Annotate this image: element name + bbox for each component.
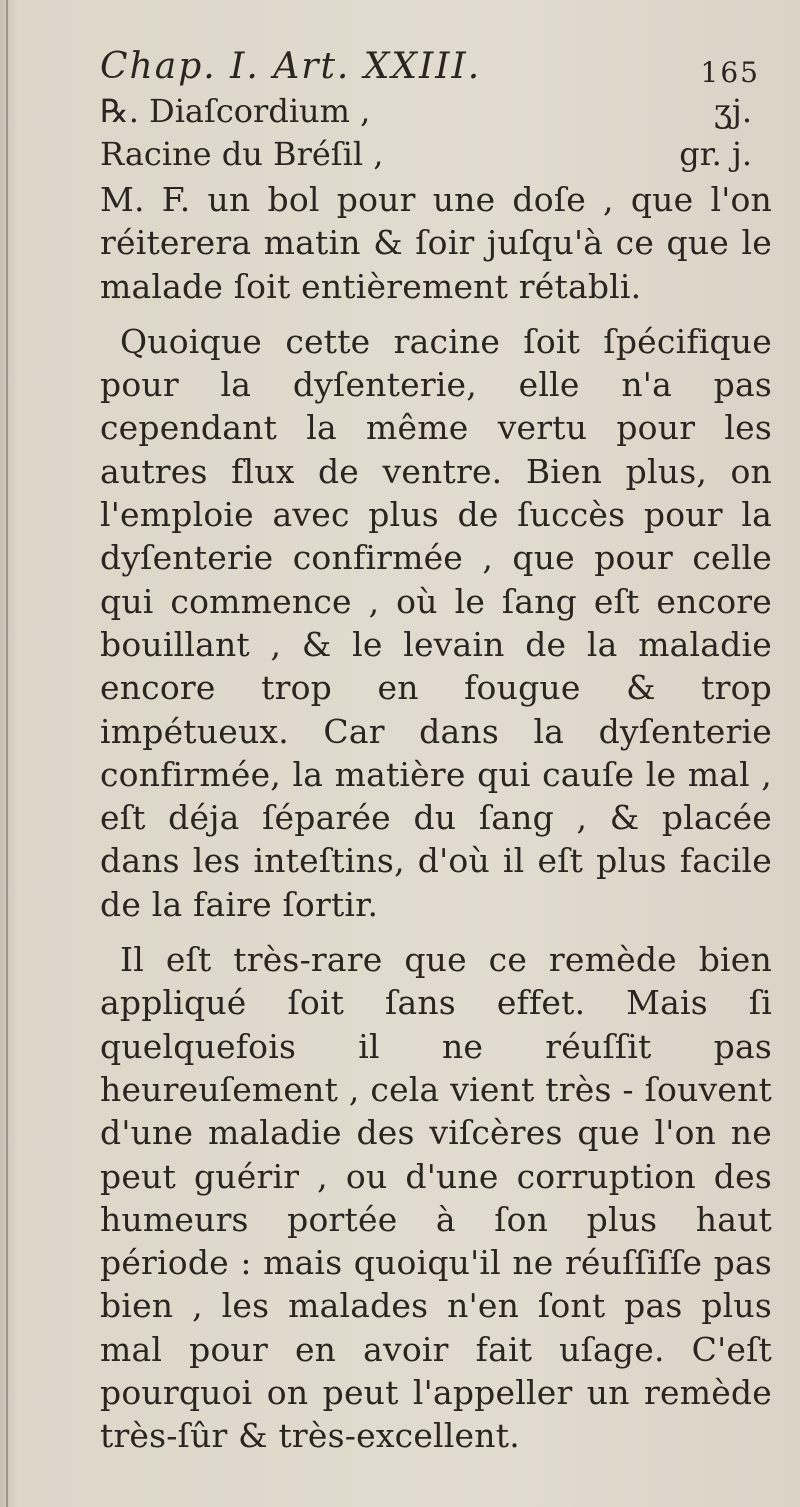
- page-number: 165: [700, 56, 760, 89]
- running-head-title: Chap. I. Art. XXIII.: [100, 46, 482, 87]
- recipe-dose: ʒj.: [713, 92, 752, 130]
- recipe-line: [82, 92, 772, 135]
- paragraph-remedy: Il eſt très-rare que ce remède bien appliqué ſoit ſans effet. Mais ſi quelquefois il ne réuſſit pas heureuſement , cela vient très - ſouvent d'une maladie des viſcères que l'on ne peut guérir , ou d'une corruption des humeurs portée à ſon plus haut période : mais quoiqu'il ne réuſſiſſe pas bien , les malades n'en ſont pas plus mal pour en avoir fait uſage. C'eſt pourquoi on peut l'appeller un remède très-ſûr & très-excellent.: [100, 940, 772, 1456]
- recipe-line: [82, 135, 772, 178]
- paragraph-dysentery: Quoique cette racine ſoit ſpécifique pour la dyſenterie, elle n'a pas cependant la même vertu pour les autres flux de ventre. Bien plus, on l'emploie avec plus de ſuccès pour la dyſenterie confirmée , que pour celle qui commence , où le ſang eſt encore bouillant , & le levain de la maladie encore trop en fougue & trop impétueux. Car dans la dyſenterie confirmée, la matière qui cauſe le mal , eſt déja ſéparée du ſang , & placée dans les inteſtins, d'où il eſt plus facile de la faire ſortir.: [100, 321, 772, 924]
- recipe-ingredient: Racine du Bréſil ,: [100, 135, 384, 173]
- page-text-block: [82, 40, 772, 1458]
- recipe-ingredient: ℞. Diaſcordium ,: [100, 92, 371, 130]
- paragraph-prescription: M. F. un bol pour une doſe , que l'on réiterera matin & ſoir juſqu'à ce que le malade ſoit entièrement rétabli.: [100, 180, 772, 306]
- page-gutter: [6, 0, 8, 1507]
- running-head: [82, 40, 772, 92]
- recipe-dose: gr. j.: [679, 135, 752, 173]
